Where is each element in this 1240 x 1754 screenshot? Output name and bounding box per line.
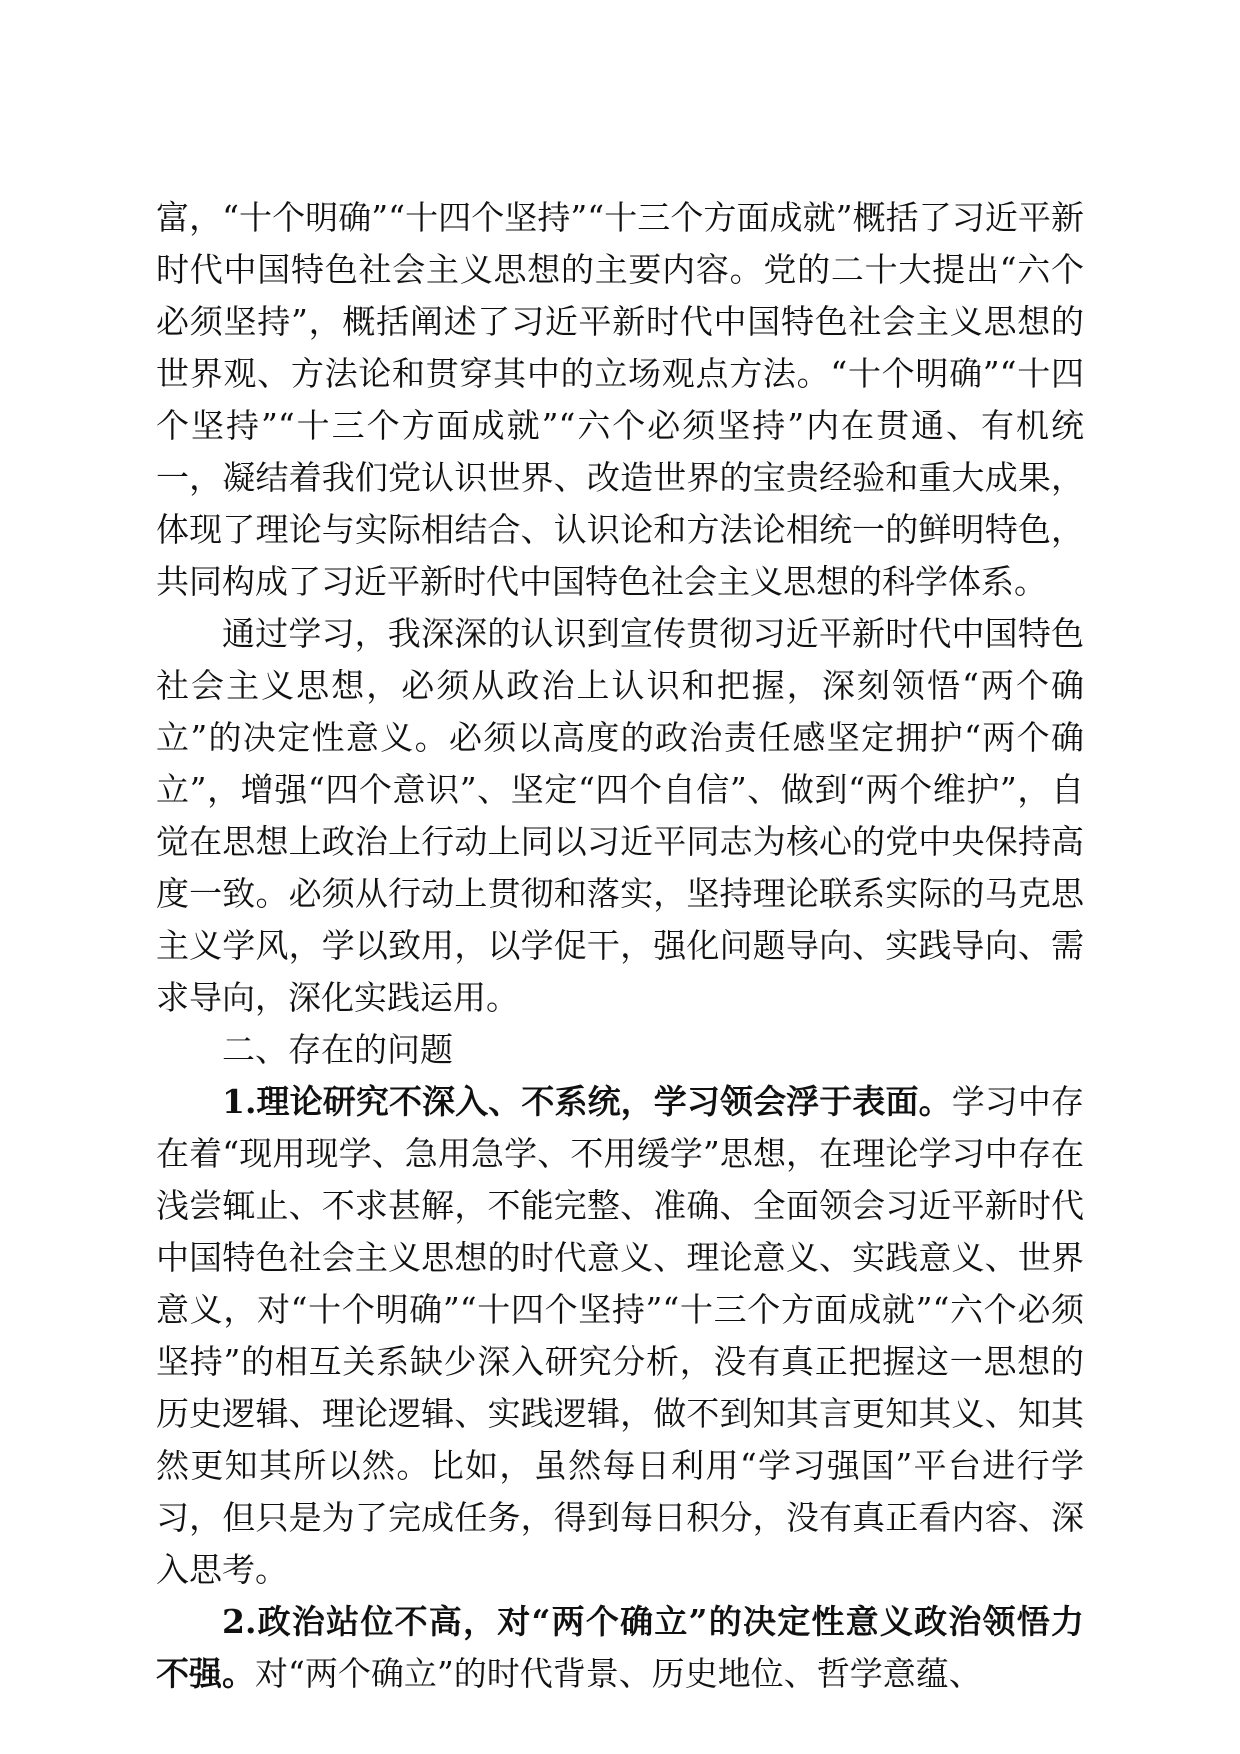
problem-item-2-body: 对“两个确立”的时代背景、历史地位、哲学意蕴、 [255, 1654, 982, 1693]
document-page [156, 192, 1084, 1700]
problem-item-2 [156, 1596, 1084, 1700]
paragraph-continuation: 富，“十个明确”“十四个坚持”“十三个方面成就”概括了习近平新时代中国特色社会主义思想的主要内容。党的二十大提出“六个必须坚持”，概括阐述了习近平新时代中国特色社会主义思想的世界观、方法论和贯穿其中的立场观点方法。“十个明确”“十四个坚持”“十三个方面成就”“六个必须坚持”内在贯通、有机统一，凝结着我们党认识世界、改造世界的宝贵经验和重大成果，体现了理论与实际相结合、认识论和方法论相统一的鲜明特色，共同构成了习近平新时代中国特色社会主义思想的科学体系。 [156, 198, 1084, 601]
problem-item-1-body: 学习中存在着“现用现学、急用急学、不用缓学”思想，在理论学习中存在浅尝辄止、不求甚解，不能完整、准确、全面领会习近平新时代中国特色社会主义思想的时代意义、理论意义、实践意义、世界意义，对“十个明确”“十四个坚持”“十三个方面成就”“六个必须坚持”的相互关系缺少深入研究分析，没有真正把握这一思想的历史逻辑、理论逻辑、实践逻辑，做不到知其言更知其义、知其然更知其所以然。比如，虽然每日利用“学习强国”平台进行学习，但只是为了完成任务，得到每日积分，没有真正看内容、深入思考。 [156, 1082, 1085, 1589]
problem-item-1-title: 1.理论研究不深入、不系统，学习领会浮于表面。 [222, 1082, 952, 1121]
problem-item-1 [156, 1076, 1084, 1596]
section-heading-problems: 二、存在的问题 [222, 1030, 453, 1069]
paragraph-study-reflection: 通过学习，我深深的认识到宣传贯彻习近平新时代中国特色社会主义思想，必须从政治上认识和把握，深刻领悟“两个确立”的决定性意义。必须以高度的政治责任感坚定拥护“两个确立”，增强“四个意识”、坚定“四个自信”、做到“两个维护”，自觉在思想上政治上行动上同以习近平同志为核心的党中央保持高度一致。必须从行动上贯彻和落实，坚持理论联系实际的马克思主义学风，学以致用，以学促干，强化问题导向、实践导向、需求导向，深化实践运用。 [156, 614, 1084, 1017]
problem-item-2-title: 2.政治站位不高，对“两个确立”的决定性意义政治领悟力不强。 [156, 1602, 1084, 1693]
